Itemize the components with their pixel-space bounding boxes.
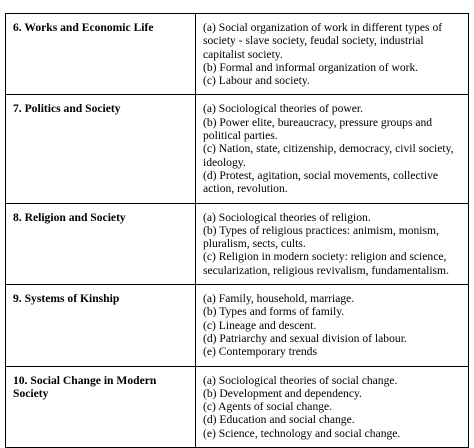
list-item: (c) Agents of social change. [203, 400, 333, 414]
list-item: (e) Science, technology and social change. [203, 426, 401, 440]
content-cell [196, 285, 469, 366]
topic-cell [6, 285, 196, 366]
table-row [6, 366, 469, 447]
list-item: (a) Sociological theories of social change. [203, 373, 398, 387]
syllabus-table [5, 13, 469, 448]
topic-cell [6, 95, 196, 203]
list-item: (c) Lineage and descent. [203, 318, 317, 332]
topic-cell [6, 14, 196, 95]
table-row [6, 285, 469, 366]
list-item: (c) Nation, state, citizenship, democracy, civil society, ideology. [203, 142, 454, 169]
topic-title: 7. Politics and Society [13, 102, 121, 116]
list-item: (c) Religion in modern society: religion and science, secularization, religious revivalism, fundamentalism. [203, 250, 449, 277]
list-item: (b) Power elite, bureaucracy, pressure groups and political parties. [203, 115, 433, 143]
content-cell [196, 366, 469, 447]
topic-title: 8. Religion and Society [13, 210, 126, 224]
list-item: (c) Labour and society. [203, 74, 310, 88]
list-item: (b) Types of religious practices: animism, monism, pluralism, sects, cults. [203, 223, 439, 251]
list-item: (d) Education and social change. [203, 413, 355, 427]
topic-title: 10. Social Change in Modern Society [13, 373, 157, 400]
topic-title: 6. Works and Economic Life [13, 21, 154, 34]
list-item: (b) Types and forms of family. [203, 305, 345, 319]
content-cell [196, 95, 469, 203]
content-cell [196, 14, 469, 95]
list-item: (e) Contemporary trends [203, 345, 317, 359]
list-item: (d) Patriarchy and sexual division of labour. [203, 331, 407, 345]
content-cell [196, 203, 469, 284]
list-item: (a) Social organization of work in different types of society - slave society, feudal society, industrial capitalist society. [203, 21, 443, 61]
table-row [6, 14, 469, 95]
table-row [6, 203, 469, 284]
topic-title: 9. Systems of Kinship [13, 292, 120, 306]
topic-cell [6, 366, 196, 447]
list-item: (d) Protest, agitation, social movements, collective action, revolution. [203, 168, 439, 196]
list-item: (a) Sociological theories of power. [203, 102, 364, 116]
list-item: (a) Sociological theories of religion. [203, 210, 371, 224]
table-row [6, 95, 469, 203]
topic-cell [6, 203, 196, 284]
list-item: (b) Development and dependency. [203, 386, 362, 400]
list-item: (a) Family, household, marriage. [203, 292, 355, 306]
list-item: (b) Formal and informal organization of work. [203, 60, 419, 74]
